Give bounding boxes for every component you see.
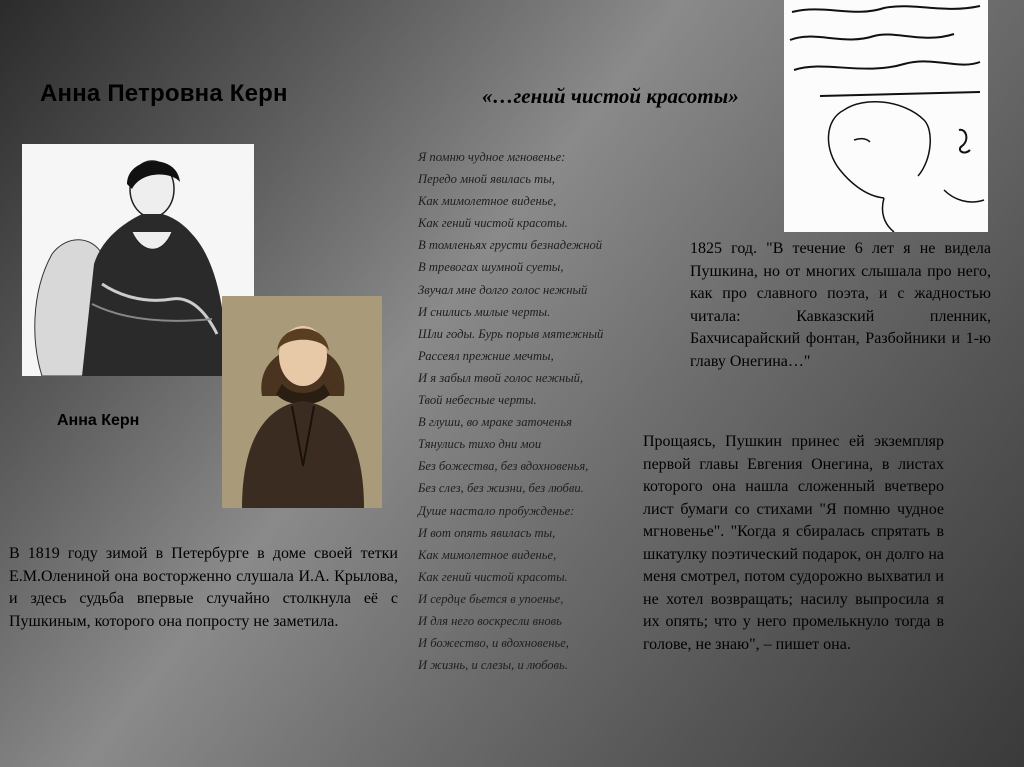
poem-line: И жизнь, и слезы, и любовь.: [418, 658, 568, 673]
quote-title: «…гений чистой красоты»: [482, 84, 739, 108]
paragraph-quote-1825: 1825 год. "В течение 6 лет я не видела Пушкина, но от многих слышала про него, как про славного поэта, и с жадностью читала: Кавказский пленник, Бахчисарайский фонтан, Разбойники и 1-ю главу Онегина…": [690, 240, 991, 370]
poem-line: Душе настало пробужденье:: [418, 503, 575, 518]
poem-line: В тревогах шумной суеты,: [418, 260, 564, 275]
paragraph-farewell: Прощаясь, Пушкин принес ей экземпляр первой главы Евгения Онегина, в листах которого она нашла сложенный вчетверо лист бумаги со стихами "Я помню чудное мгновенье". "Когда я сбиралась спрятать в шкатулку поэтический подарок, он долго на меня смотрел, потом судорожно выхватил и не хотел возвращать; насилу выпросила я их опять; что у него промелькнуло тогда в голове, не знаю", – пишет она.: [643, 433, 944, 653]
poem-line: Твой небесные черты.: [418, 393, 537, 408]
poem-line: Как мимолетное виденье,: [418, 194, 557, 209]
poem-line: Как гений чистой красоты.: [418, 569, 568, 584]
poem-line: Передо мной явилась ты,: [418, 172, 555, 187]
paragraph-meeting-1819: В 1819 году зимой в Петербурге в доме своей тетки Е.М.Олениной она восторженно слушала И.А. Крылова, и здесь судьба впервые случайно столкнула её с Пушкиным, которого она попросту не заметила.: [9, 545, 398, 630]
portrait-caption: Анна Керн: [57, 412, 140, 429]
portrait-painting-illustration: [222, 296, 382, 508]
poem-line: Тянулись тихо дни мои: [418, 437, 542, 452]
pushkin-sketch-illustration: [784, 0, 988, 232]
poem-line: И я забыл твой голос нежный,: [418, 370, 584, 385]
portrait-drawing-image: [22, 144, 254, 376]
poem-line: И вот опять явилась ты,: [418, 525, 556, 540]
poem-line: И сердце бьется в упоенье,: [418, 591, 564, 606]
page-title: Анна Петровна Керн: [40, 80, 288, 107]
portrait-drawing-illustration: [22, 144, 254, 376]
poem-line: Без божества, без вдохновенья,: [418, 459, 589, 474]
poem-line: В глуши, во мраке заточенья: [418, 415, 573, 430]
poem-line: Как мимолетное виденье,: [418, 547, 557, 562]
poem-line: Как гений чистой красоты.: [418, 216, 568, 231]
poem-line: В томленьях грусти безнадежной: [418, 238, 603, 253]
poem-line: И для него воскресли вновь: [418, 613, 562, 628]
poem-line: Звучал мне долго голос нежный: [418, 282, 588, 297]
poem-text: [418, 146, 648, 676]
poem-line: Я помню чудное мгновенье:: [418, 150, 566, 164]
poem-line: Рассеял прежние мечты,: [418, 348, 554, 363]
poem-line: Шли годы. Бурь порыв мятежный: [418, 326, 604, 341]
portrait-painting-image: [222, 296, 382, 508]
poem-line: И снились милые черты.: [418, 304, 551, 319]
pushkin-sketch-image: [784, 0, 988, 232]
poem-line: Без слез, без жизни, без любви.: [418, 481, 584, 496]
poem-line: И божество, и вдохновенье,: [418, 636, 569, 651]
